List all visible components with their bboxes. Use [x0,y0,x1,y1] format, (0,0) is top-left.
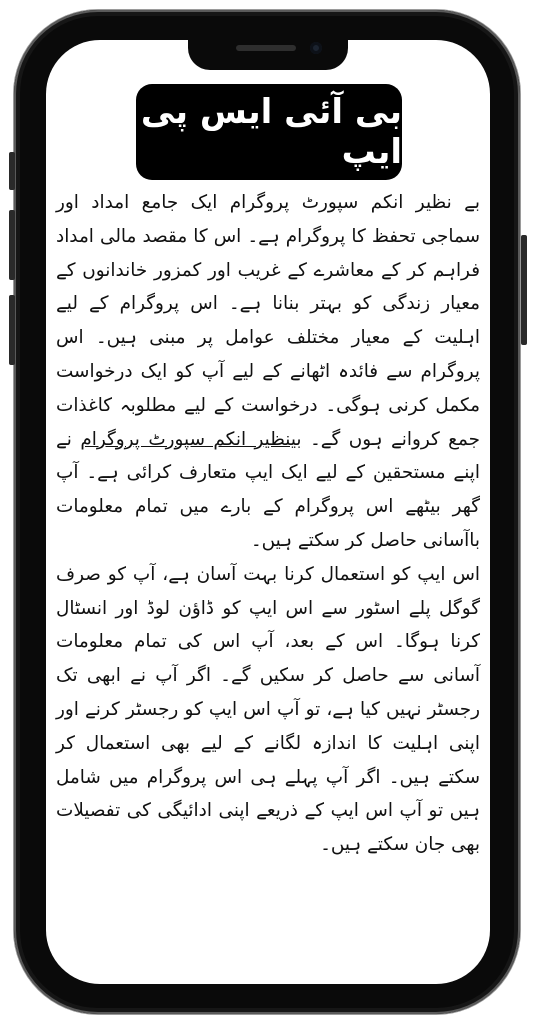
camera-icon [310,42,322,54]
notch [188,40,348,70]
page-title: بی آئی ایس پی ایپ [140,92,402,172]
bisp-link[interactable]: بینظیر انکم سپورٹ پروگرام [80,428,302,450]
paragraph-intro-text: بے نظیر انکم سپورٹ پروگرام ایک جامع امداد اور سماجی تحفظ کا پروگرام ہے۔ اس کا مقصد مالی امداد فراہم کر کے معاشرے کے غریب اور کمزور خاندانوں کے معیار زندگی کو بہتر بنانا ہے۔ اس پروگرام کے لیے اہلیت کے معیار مختلف عوامل پر مبنی ہیں۔ اس پروگرام سے فائدہ اٹھانے کے لیے آپ کو ایک درخواست مکمل کرنی ہوگی۔ درخواست کے لیے مطلوبہ کاغذات جمع کروانے ہوں گے۔ [56,192,480,450]
paragraph-intro [56,186,480,558]
paragraph-usage: اس ایپ کو استعمال کرنا بہت آسان ہے، آپ کو صرف گوگل پلے اسٹور سے اس ایپ کو ڈاؤن لوڈ اور انسٹال کرنا ہوگا۔ اس کے بعد، آپ اس کی تمام معلومات آسانی سے حاصل کر سکیں گے۔ اگر آپ نے ابھی تک رجسٹر نہیں کیا ہے، تو آپ اس ایپ کو رجسٹر کرنے اور اپنی اہلیت کا اندازہ لگانے کے لیے بھی استعمال کر سکتے ہیں۔ اگر آپ پہلے ہی اس پروگرام میں شامل ہیں تو آپ اس ایپ کے ذریعے اپنی ادائیگی کی تفصیلات بھی جان سکتے ہیں۔ [56,563,480,856]
volume-down-button [9,295,15,365]
speaker-grille [236,45,296,51]
silent-switch [9,152,15,190]
volume-up-button [9,210,15,280]
article-body [56,186,480,862]
title-banner [136,84,402,180]
paragraph-intro-text-continued: نے اپنے مستحقین کے لیے ایک ایپ متعارف کرائی ہے۔ آپ گھر بیٹھے اس پروگرام کے بارے میں تمام معلومات باآسانی حاصل کر سکتے ہیں۔ [56,428,480,551]
power-button [521,235,527,345]
phone-screen [46,40,490,984]
